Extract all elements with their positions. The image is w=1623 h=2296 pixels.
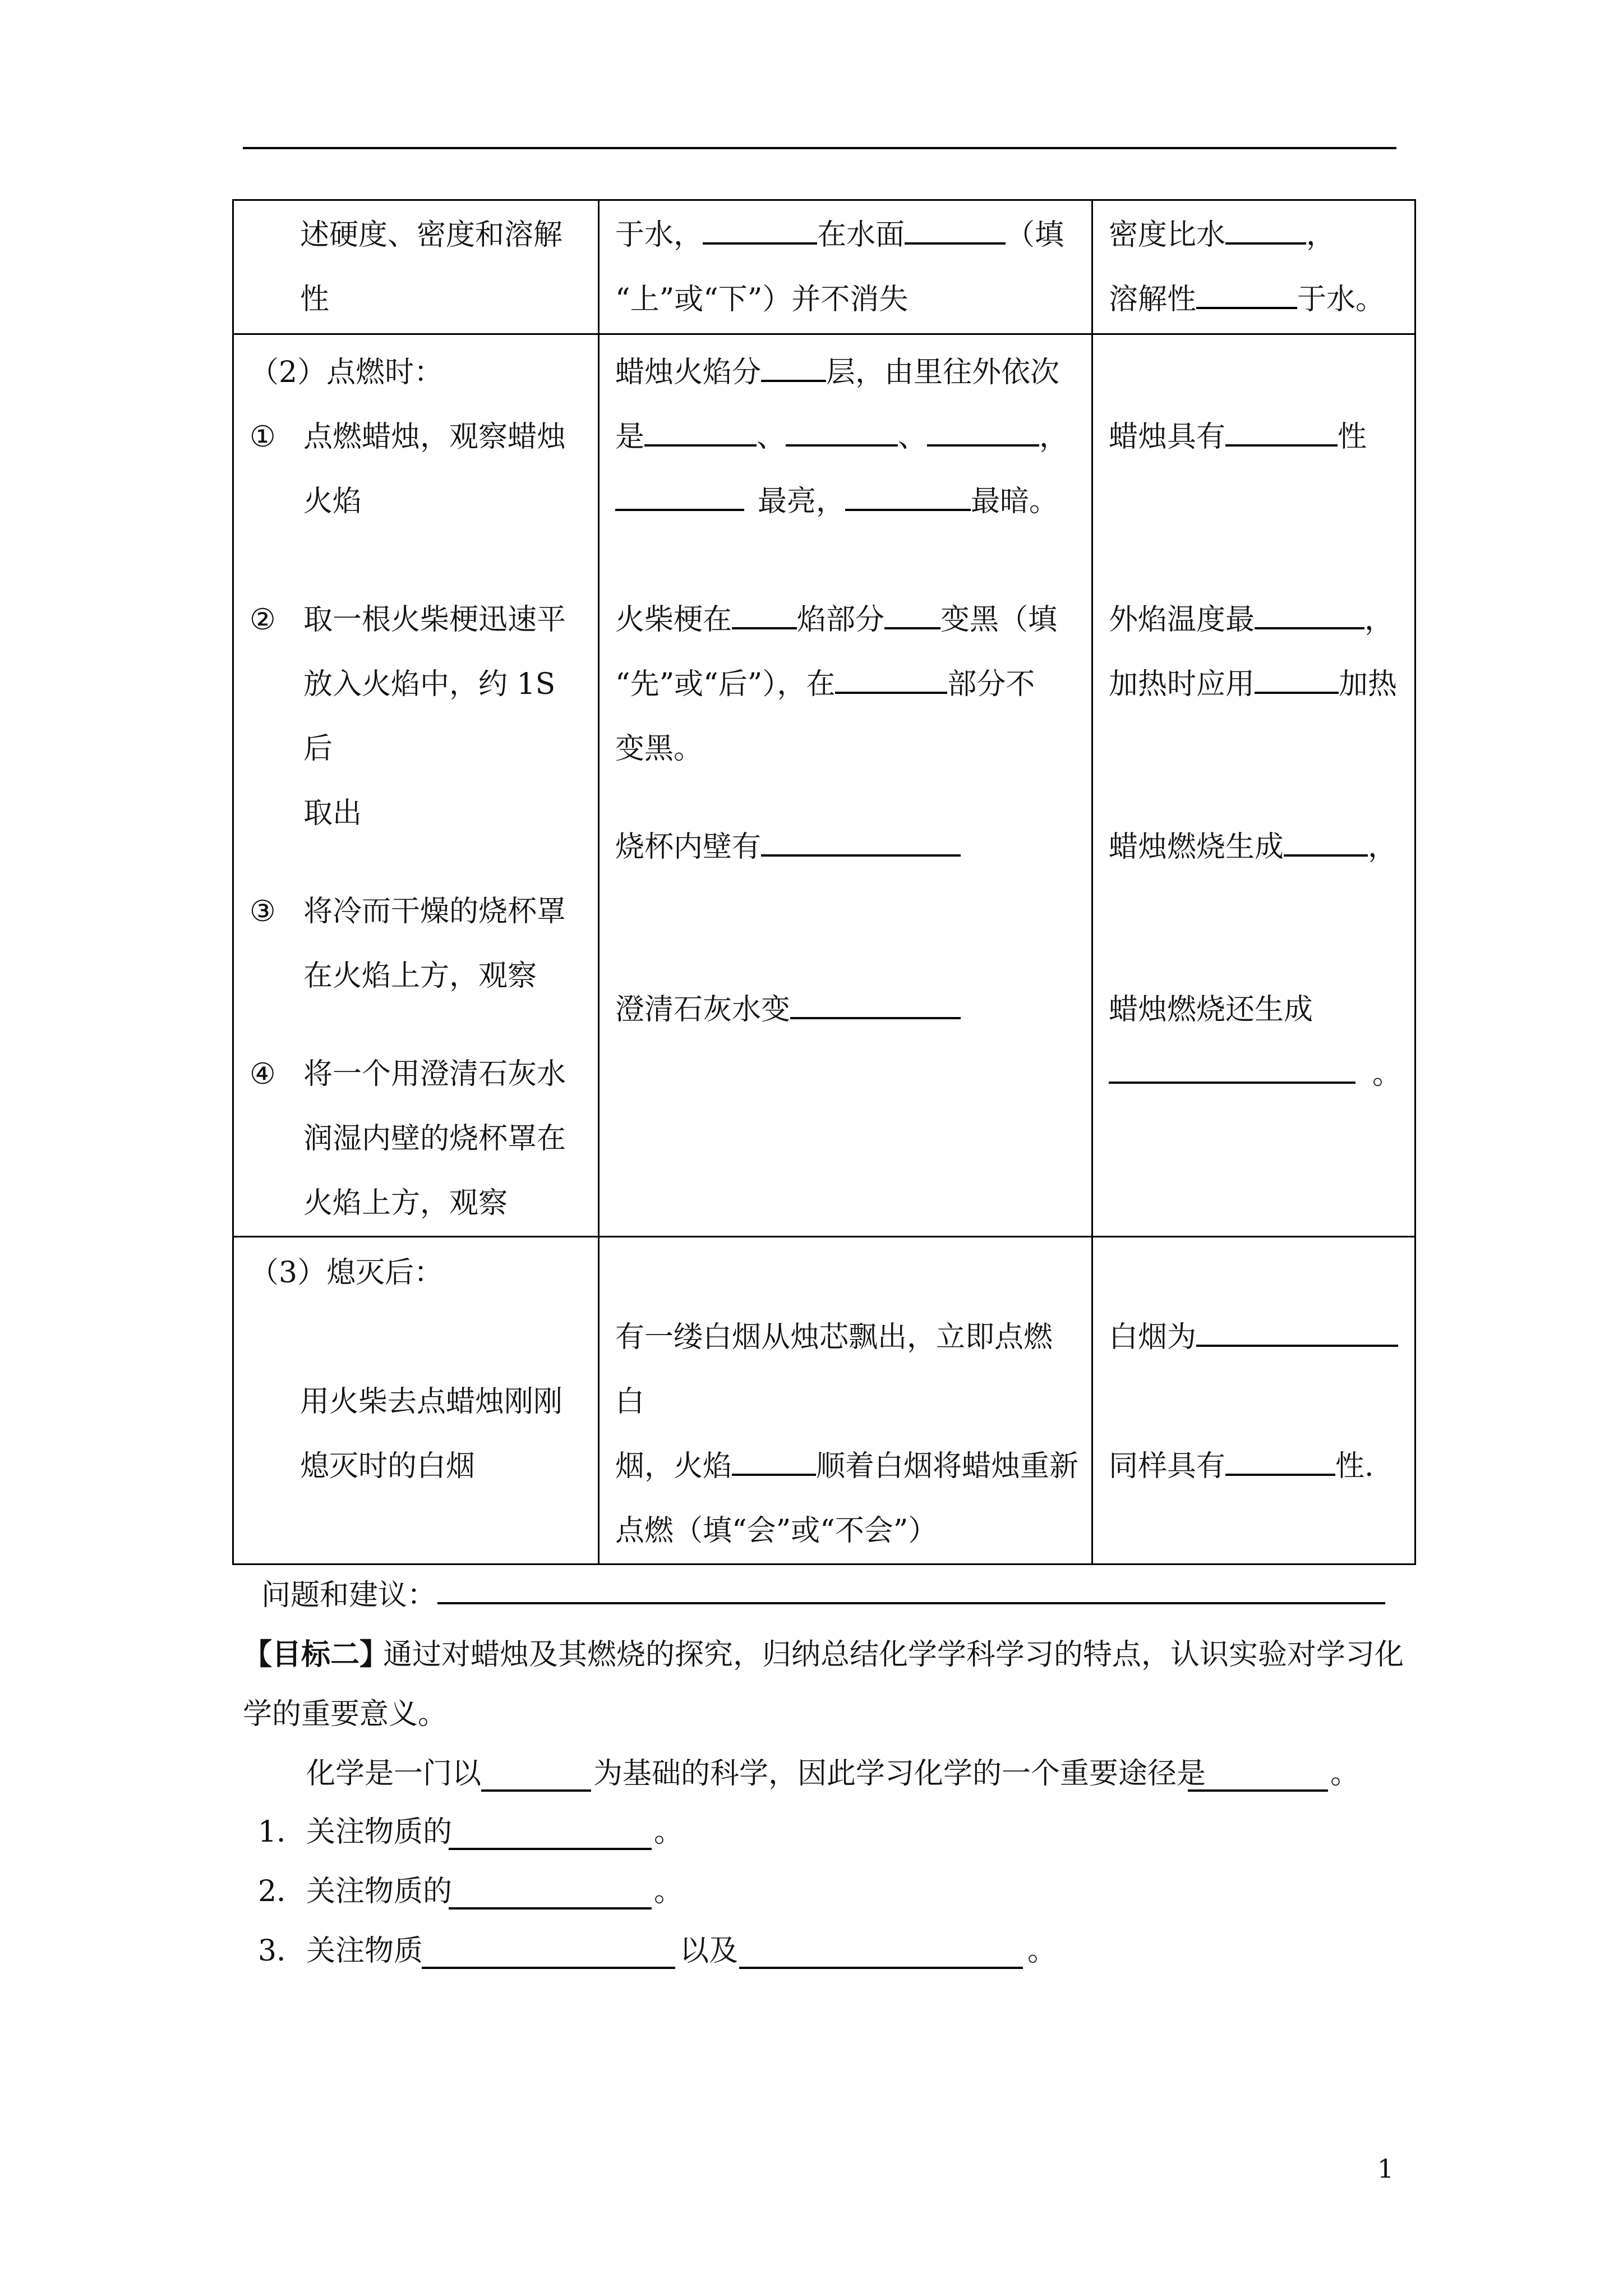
blank-field[interactable] xyxy=(761,346,826,382)
s1-right: 蜡烛具有 性 xyxy=(1109,405,1403,470)
s4-right-line2: 。 xyxy=(1109,1042,1403,1107)
blank-field[interactable] xyxy=(786,411,898,447)
s1-mid-line2: 是 、 、 ， xyxy=(615,405,1080,470)
page-number: 1 xyxy=(1377,2154,1394,2184)
row1-mid-line2: “上”或“下”）并不消失 xyxy=(615,283,909,316)
step-2: ② 取一根火柴梗迅速平 放入火焰中，约 1S 后 取出 xyxy=(250,603,566,830)
section-title-lit: （2）点燃时： xyxy=(250,356,444,389)
problems-answer-line[interactable] xyxy=(437,1602,1385,1604)
blank-field[interactable] xyxy=(1255,658,1339,694)
row3-mid-line2: 烟，火焰 顺着白烟将蜡烛重新 xyxy=(615,1434,1080,1499)
list-item-3-mid: 以及 xyxy=(680,1934,739,1968)
blank-field[interactable] xyxy=(481,1789,591,1792)
blank-field[interactable] xyxy=(761,821,961,857)
blank-field[interactable] xyxy=(732,1440,816,1476)
row3-right-line1: 白烟为 xyxy=(1109,1305,1403,1370)
s2-right-line2: 加热时应用 加热 xyxy=(1109,652,1403,717)
list-item-1-end: 。 xyxy=(654,1815,684,1849)
table-row xyxy=(233,1237,1415,1565)
blank-field[interactable] xyxy=(449,1848,652,1850)
problems-label: 问题和建议： xyxy=(261,1579,437,1612)
step-1: ① 点燃蜡烛，观察蜡烛 火焰 xyxy=(250,420,566,518)
list-item-2-num: 2． xyxy=(258,1875,306,1908)
blank-field[interactable] xyxy=(703,209,817,245)
goal2-text-line1: 通过对蜡烛及其燃烧的探究，归纳总结化学学科学习的特点，认识实验对学习化 xyxy=(383,1638,1404,1672)
row1-right-line1: 密度比水 ， xyxy=(1109,203,1403,268)
list-item-1-text: 关注物质的 xyxy=(306,1815,453,1849)
s3-mid: 烧杯内壁有 xyxy=(615,815,1080,880)
s4-mid: 澄清石灰水变 xyxy=(615,978,1080,1042)
s3-right: 蜡烛燃烧生成 ， xyxy=(1109,815,1403,880)
list-item-2-end: 。 xyxy=(654,1875,684,1908)
list-item-3-end: 。 xyxy=(1027,1934,1057,1968)
s1-mid-line3: 最亮， 最暗。 xyxy=(615,470,1080,534)
row3-mid-line3: 点燃（填“会”或“不会”） xyxy=(615,1514,938,1548)
s4-right-line1: 蜡烛燃烧还生成 xyxy=(1109,993,1313,1027)
table-row xyxy=(233,334,1415,1237)
blank-field[interactable] xyxy=(449,1907,652,1910)
list-item-1-num: 1． xyxy=(258,1815,306,1849)
s1-mid-line1: 蜡烛火焰分 层，由里往外依次 xyxy=(615,341,1080,405)
s2-mid-line2: “先”或“后”），在 部分不 xyxy=(615,652,1080,717)
row1-right-line2: 溶解性 于水。 xyxy=(1109,268,1403,332)
section-title-out: （3）熄灭后： xyxy=(250,1256,444,1290)
list-item-3-text: 关注物质 xyxy=(306,1934,423,1968)
blank-field[interactable] xyxy=(1225,1440,1335,1476)
blank-field[interactable] xyxy=(1196,273,1297,309)
blank-field[interactable] xyxy=(845,475,971,511)
row1-label: 述硬度、密度和溶解性 xyxy=(300,218,563,316)
blank-field[interactable] xyxy=(1109,1048,1355,1084)
row1-mid-line1: 于水， 在水面 （填 xyxy=(615,203,1080,268)
row3-left-line2: 熄灭时的白烟 xyxy=(300,1450,476,1483)
blank-field[interactable] xyxy=(1196,1311,1398,1347)
s2-mid-line3: 变黑。 xyxy=(615,732,703,766)
blank-field[interactable] xyxy=(1284,821,1368,857)
blank-field[interactable] xyxy=(1188,1789,1328,1792)
blank-field[interactable] xyxy=(1255,593,1364,629)
experiment-table xyxy=(232,199,1416,1565)
list-item-2-text: 关注物质的 xyxy=(306,1875,453,1908)
header-rule xyxy=(243,147,1396,149)
row3-mid-line1: 有一缕白烟从烛芯飘出，立即点燃白 xyxy=(615,1320,1053,1419)
blank-field[interactable] xyxy=(422,1967,675,1969)
row3-left-line1: 用火柴去点蜡烛刚刚 xyxy=(300,1385,563,1419)
blank-field[interactable] xyxy=(927,411,1039,447)
blank-field[interactable] xyxy=(1225,209,1306,245)
blank-field[interactable] xyxy=(884,593,940,629)
blank-field[interactable] xyxy=(739,1967,1023,1969)
chem-line-b: 为基础的科学，因此学习化学的一个重要途径是 xyxy=(593,1757,1206,1791)
step-3: ③ 将冷而干燥的烧杯罩 在火焰上方，观察 xyxy=(250,895,566,993)
blank-field[interactable] xyxy=(644,411,757,447)
chem-line-a: 化学是一门以 xyxy=(306,1757,482,1791)
blank-field[interactable] xyxy=(1225,411,1338,447)
goal2-bracket: 【目标二】 xyxy=(243,1637,389,1672)
blank-field[interactable] xyxy=(835,658,947,694)
s2-right-line1: 外焰温度最 ， xyxy=(1109,588,1403,652)
table-row xyxy=(233,200,1415,334)
blank-field[interactable] xyxy=(615,475,744,511)
blank-field[interactable] xyxy=(905,209,1006,245)
step-4: ④ 将一个用澄清石灰水 润湿内壁的烧杯罩在 火焰上方，观察 xyxy=(250,1057,566,1220)
blank-field[interactable] xyxy=(732,593,797,629)
chem-line-c: 。 xyxy=(1330,1757,1360,1791)
goal2-text-line2: 学的重要意义。 xyxy=(243,1697,448,1731)
s2-mid-line1: 火柴梗在 焰部分 变黑（填 xyxy=(615,588,1080,652)
blank-field[interactable] xyxy=(790,983,961,1019)
row3-right-line2: 同样具有 性. xyxy=(1109,1434,1403,1499)
list-item-3-num: 3． xyxy=(258,1934,306,1968)
